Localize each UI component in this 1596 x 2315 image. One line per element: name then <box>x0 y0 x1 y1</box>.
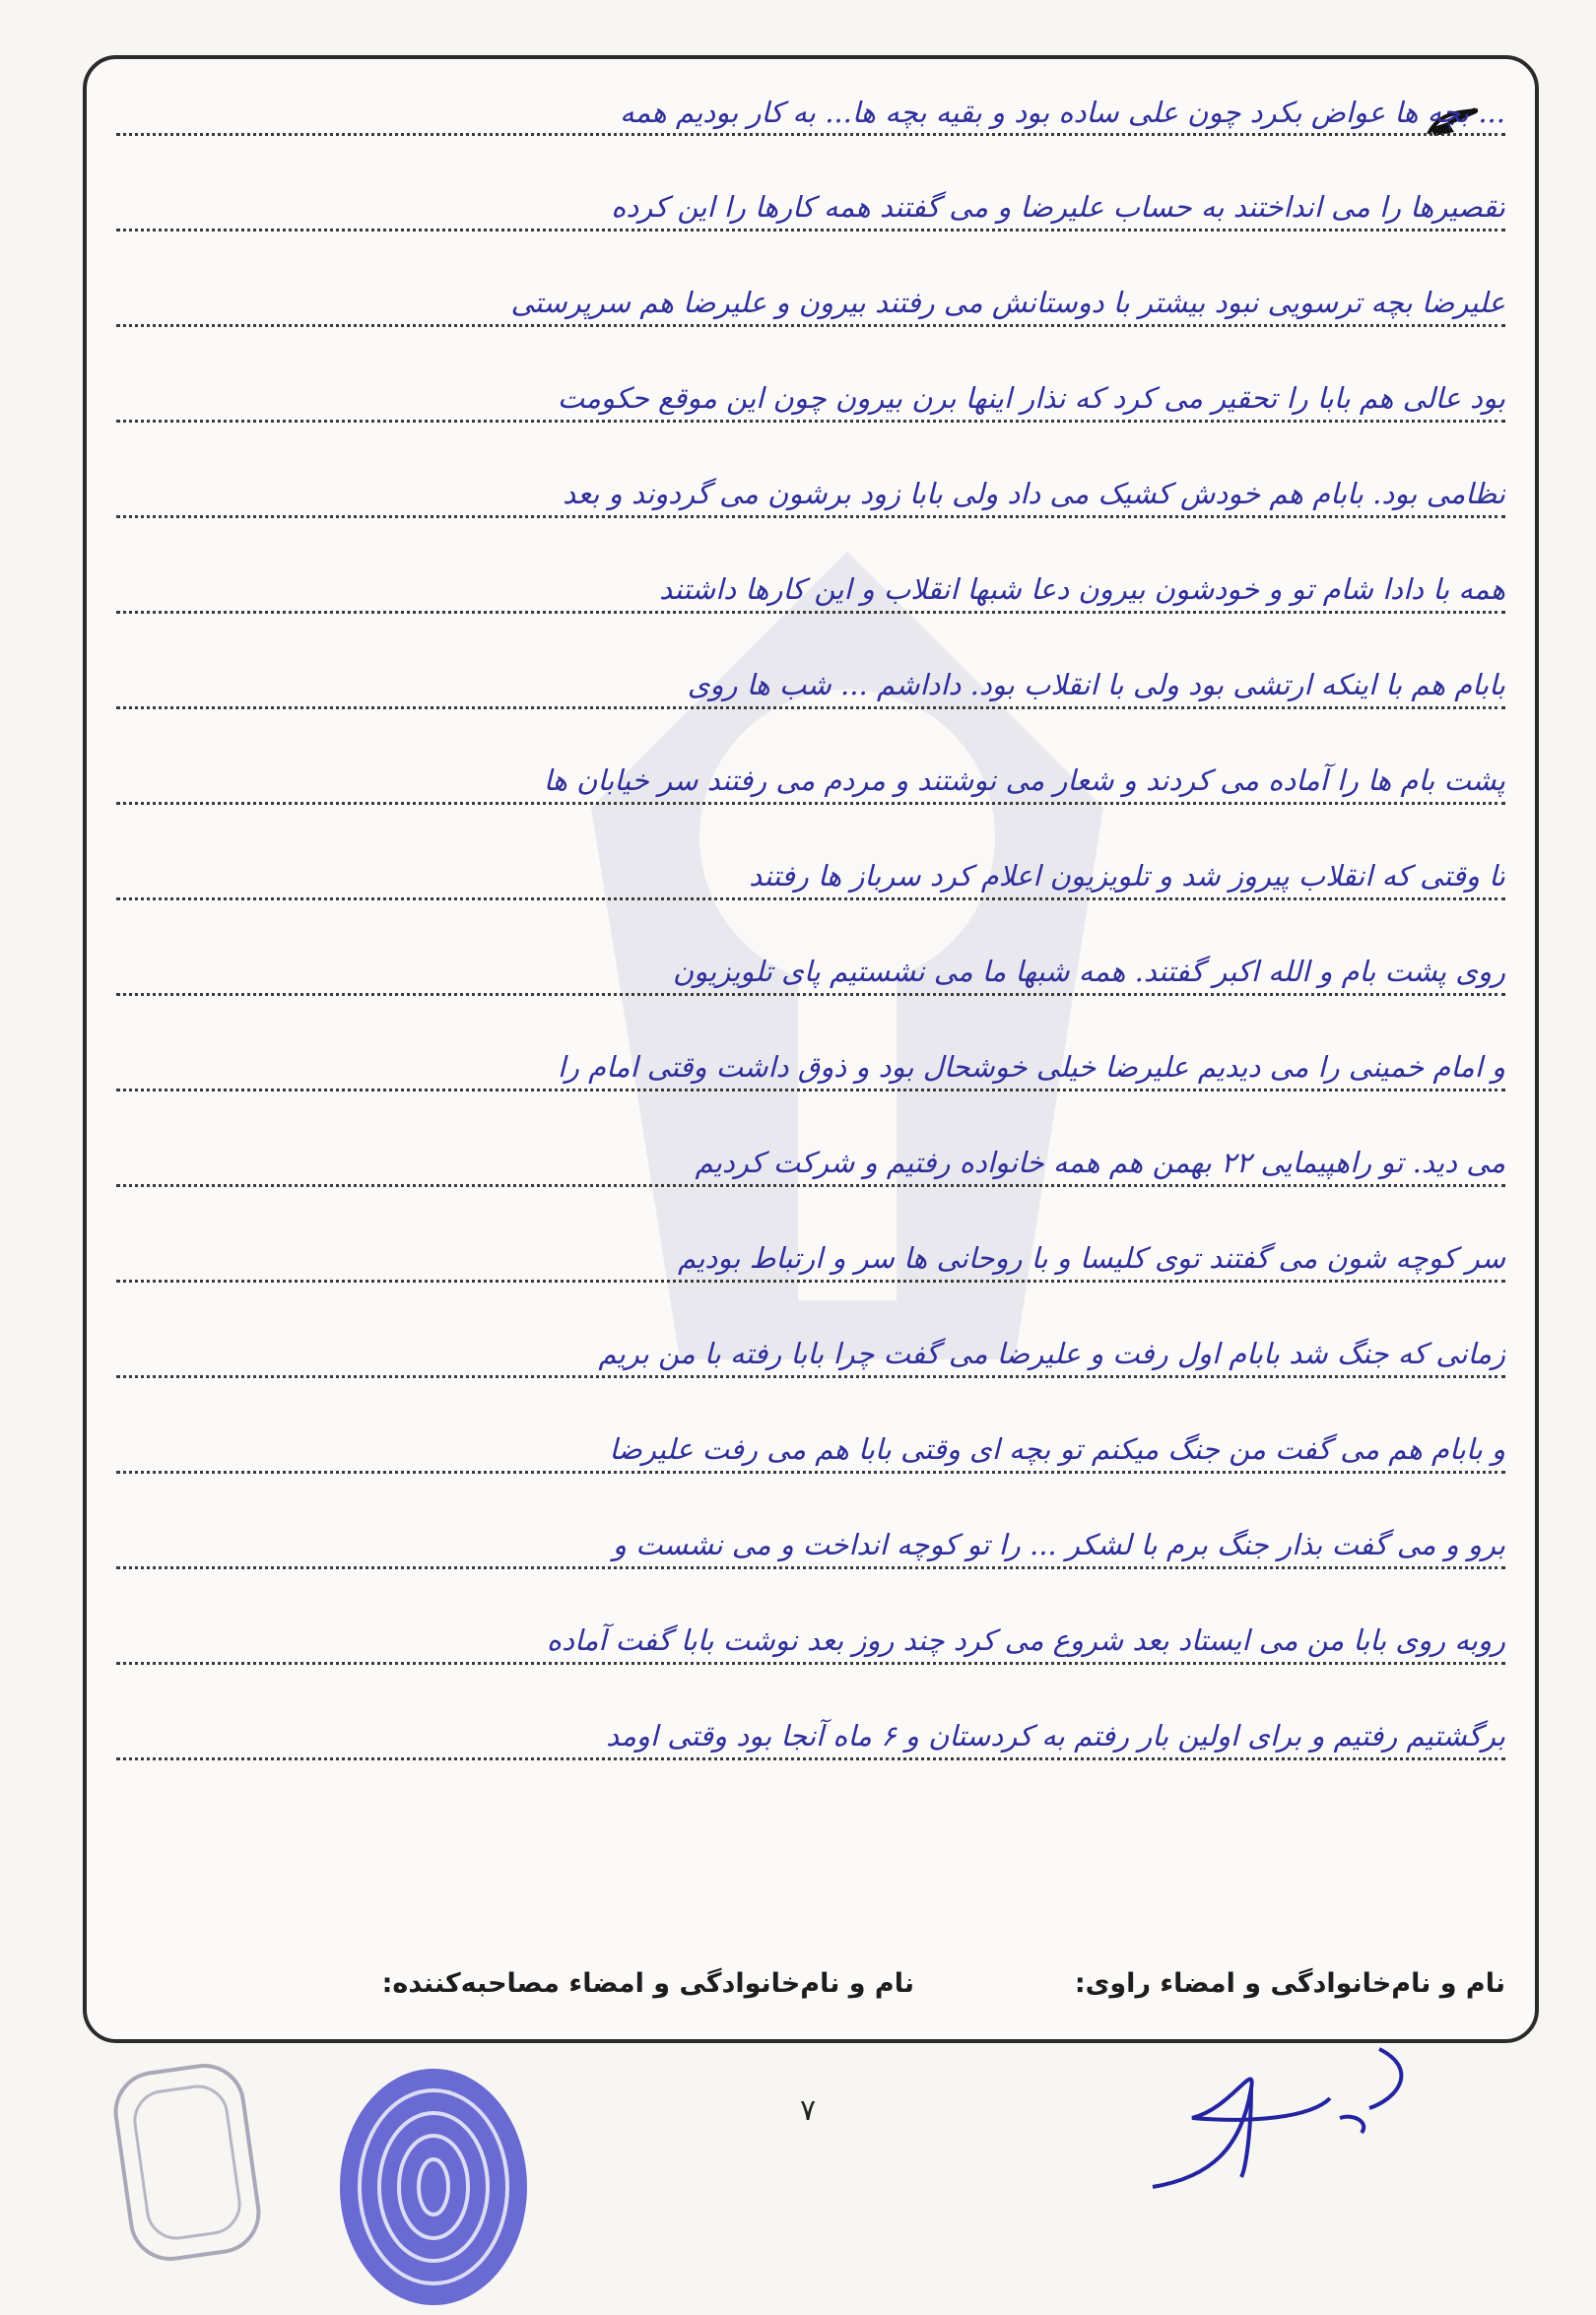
handwritten-lines <box>116 73 1505 1760</box>
signature-labels <box>116 1968 1505 2008</box>
handwritten-line-5: نظامی بود. بابام هم خودش کشیک می داد ولی بابا زود برشون می گردوند و بعد <box>116 423 1505 518</box>
handwritten-line-12: می دید. تو راهپیمایی ۲۲ بهمن هم همه خانواده رفتیم و شرکت کردیم <box>116 1091 1505 1187</box>
stamp-mark <box>103 2049 271 2276</box>
handwritten-line-16: برو و می گفت بذار جنگ برم با لشکر ... را تو کوچه انداخت و می نشست و <box>116 1474 1505 1569</box>
interviewer-signature-label: نام و نام‌خانوادگی و امضاء مصاحبه‌کننده: <box>381 1968 914 1999</box>
handwritten-line-15: و بابام هم می گفت من جنگ میکنم تو بچه ای وقتی بابا هم می رفت علیرضا <box>116 1378 1505 1474</box>
narrator-signature-label: نام و نام‌خانوادگی و امضاء راوی: <box>1074 1968 1505 1999</box>
handwritten-line-18: برگشتیم رفتیم و برای اولین بار رفتم به کردستان و ۶ ماه آنجا بود وقتی اومد <box>116 1665 1505 1760</box>
handwritten-line-7: بابام هم با اینکه ارتشی بود ولی با انقلاب بود. داداشم ... شب ها روی <box>116 614 1505 709</box>
handwritten-line-13: سر کوچه شون می گفتند توی کلیسا و با روحانی ها سر و ارتباط بودیم <box>116 1187 1505 1283</box>
fingerprint-mark <box>325 2059 542 2315</box>
handwritten-line-10: روی پشت بام و الله اکبر گفتند. همه شبها ما می نشستیم پای تلویزیون <box>116 900 1505 996</box>
handwritten-line-1: ... بچه ها عواض بکرد چون علی ساده بود و بقیه بچه ها... به کار بودیم همه <box>116 73 1505 136</box>
handwritten-line-4: بود عالی هم بابا را تحقیر می کرد که نذار اینها برن بیرون چون این موقع حکومت <box>116 327 1505 423</box>
handwritten-line-9: تا وقتی که انقلاب پیروز شد و تلویزیون اعلام کرد سرباز ها رفتند <box>116 805 1505 900</box>
page-number: ۷ <box>799 2093 817 2128</box>
handwritten-line-11: و امام خمینی را می دیدیم علیرضا خیلی خوشحال بود و ذوق داشت وقتی امام را <box>116 996 1505 1091</box>
handwritten-line-14: زمانی که جنگ شد بابام اول رفت و علیرضا می گفت چرا بابا رفته با من بریم <box>116 1283 1505 1378</box>
handwritten-line-3: علیرضا بچه ترسویی نبود بیشتر با دوستانش می رفتند بیرون و علیرضا هم سرپرستی <box>116 232 1505 327</box>
signature-mark <box>1133 2029 1429 2207</box>
handwritten-line-2: تقصیرها را می انداختند به حساب علیرضا و می گفتند همه کارها را این کرده <box>116 136 1505 232</box>
handwritten-line-6: همه با دادا شام تو و خودشون بیرون دعا شبها انقلاب و این کارها داشتند <box>116 518 1505 614</box>
handwritten-line-17: روبه روی بابا من می ایستاد بعد شروع می کرد چند روز بعد نوشت بابا گفت آماده <box>116 1569 1505 1665</box>
handwritten-line-8: پشت بام ها را آماده می کردند و شعار می نوشتند و مردم می رفتند سر خیابان ها <box>116 709 1505 805</box>
